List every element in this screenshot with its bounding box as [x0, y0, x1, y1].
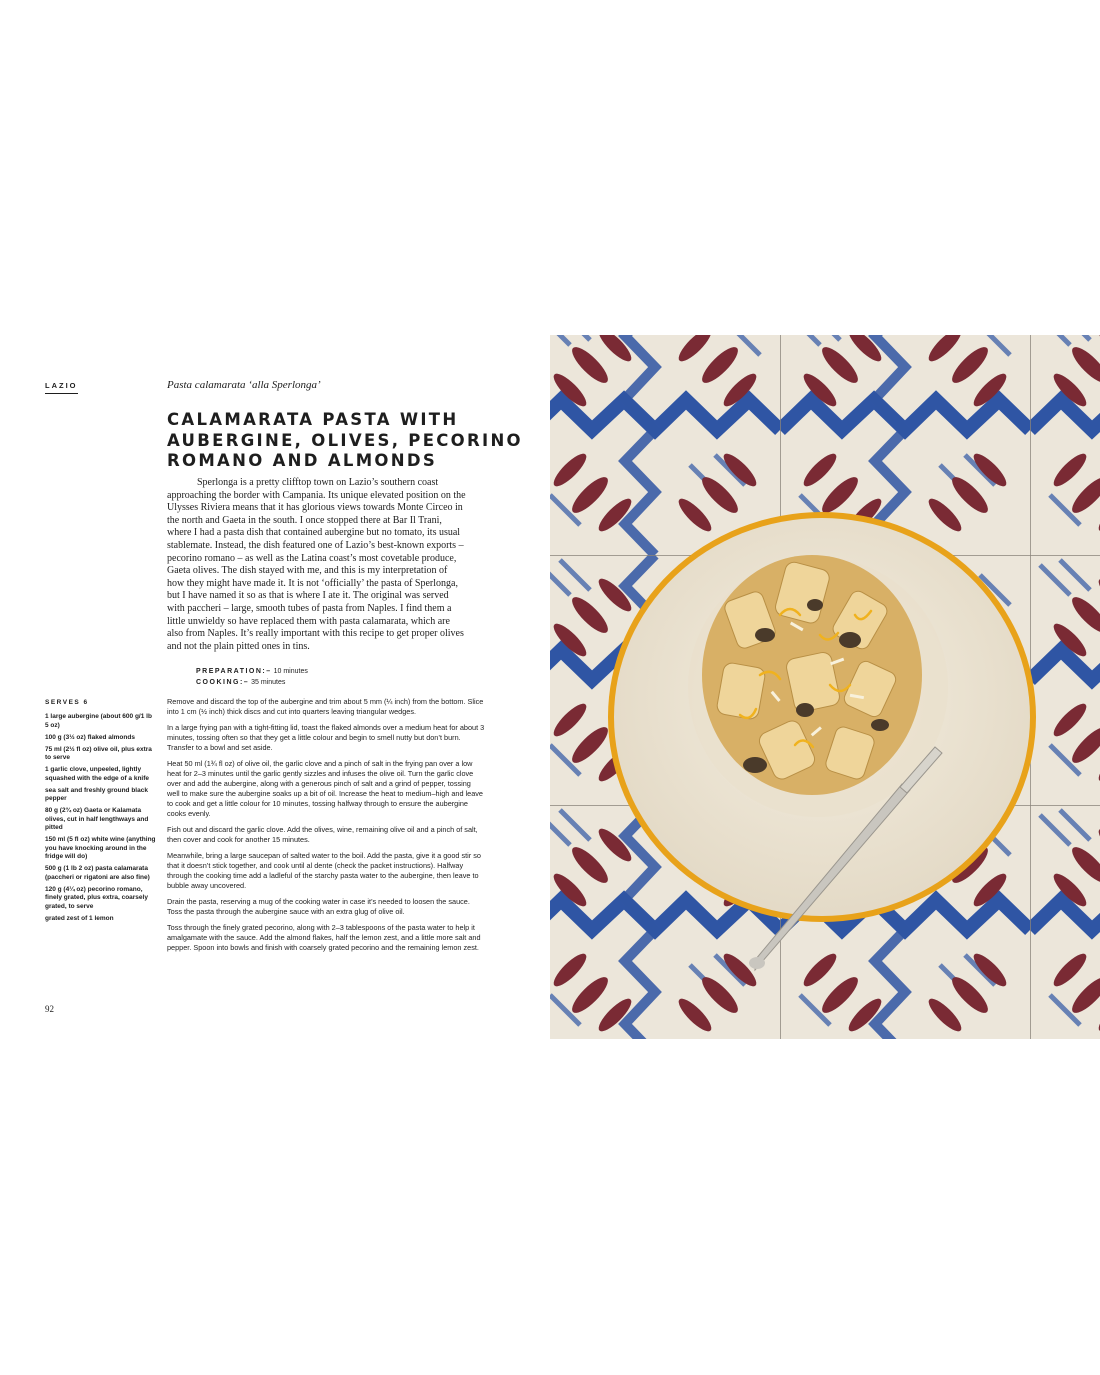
ingredient-item: grated zest of 1 lemon	[45, 914, 114, 922]
recipe-title: CALAMARATA PASTA WITH AUBERGINE, OLIVES, PECORINO ROMANO AND ALMONDS	[167, 410, 523, 470]
ingredient-item: sea salt and freshly ground black pepper	[45, 786, 148, 802]
method-step: Drain the pasta, reserving a mug of the cooking water in case it’s needed to loosen the sauce. Toss the pasta through the aubergine sauce with an extra glug of olive oil.	[167, 897, 470, 916]
ingredient-item: 80 g (2¾ oz) Gaeta or Kalamata olives, cut in half lengthways and pitted	[45, 807, 149, 831]
region-tag: LAZIO	[45, 381, 78, 394]
timing-block	[196, 666, 308, 688]
method-step: Heat 50 ml (1¾ fl oz) of olive oil, the garlic clove and a pinch of salt in the frying pan over a low heat for 2–3 minutes until the garlic gently sizzles and infuses the olive oil. Turn the garlic clove over and add the aubergine, along with a generous pinch of salt and a grind of pepper, tossing well to make sure the aubergine soaks up a bit of oil. Increase the heat to medium–high and leave to cook and get a little colour for 10 minutes, tossing halfway through to ensure the aubergine cooks evenly.	[167, 759, 483, 818]
preparation-value: 10 minutes	[273, 668, 308, 675]
method-step: In a large frying pan with a tight-fitting lid, toast the flaked almonds over a medium heat for about 3 minutes, tossing often so that they get a little colour and begin to smell nutty but don’t burn. Transfer to a bowl and set aside.	[167, 723, 485, 752]
ingredient-item: 1 large aubergine (about 600 g/1 lb 5 oz)	[45, 713, 152, 729]
ingredient-item: 100 g (3½ oz) flaked almonds	[45, 733, 135, 741]
italian-recipe-name: Pasta calamarata ‘alla Sperlonga’	[167, 379, 321, 391]
cooking-label: COOKING:–	[196, 679, 250, 686]
preparation-label: PREPARATION:–	[196, 668, 272, 675]
ingredient-item: 120 g (4¼ oz) pecorino romano, finely grated, plus extra, coarsely grated, to serve	[45, 885, 148, 910]
ingredient-item: 1 garlic clove, unpeeled, lightly squashed with the edge of a knife	[45, 766, 150, 782]
page-number: 92	[45, 1004, 54, 1014]
preparation-line	[196, 666, 308, 677]
ingredients-list	[45, 713, 157, 927]
ingredient-item: 150 ml (5 fl oz) white wine (anything you have knocking around in the fridge will do)	[45, 836, 156, 860]
cooking-line	[196, 677, 308, 688]
method-step: Meanwhile, bring a large saucepan of salted water to the boil. Add the pasta, give it a good stir so that it doesn’t stick together, and cook until al dente (check the packet instructions). Halfway through the cooking time add a ladleful of the starchy pasta water to the aubergine, then leave to bubble away uncovered.	[167, 851, 481, 890]
ingredient-item: 500 g (1 lb 2 oz) pasta calamarata (paccheri or rigatoni are also fine)	[45, 865, 150, 881]
method-steps	[167, 697, 485, 959]
ingredient-item: 75 ml (2½ fl oz) olive oil, plus extra to serve	[45, 745, 152, 761]
method-step: Remove and discard the top of the aubergine and trim about 5 mm (¼ inch) from the bottom. Slice into 1 cm (½ inch) thick discs and cut into quarters leaving triangular wedges.	[167, 697, 484, 716]
method-step: Toss through the finely grated pecorino, along with 2–3 tablespoons of the pasta water to help it amalgamate with the sauce. Add the almond flakes, half the lemon zest, and a little more salt and pepper. Spoon into bowls and finish with coarsely grated pecorino and the remaining lemon zest.	[167, 923, 481, 952]
method-step: Fish out and discard the garlic clove. Add the olives, wine, remaining olive oil and a pinch of salt, then cover and cook for another 15 minutes.	[167, 825, 478, 844]
serves-label: SERVES 6	[45, 699, 89, 706]
dish-photo-illustration	[550, 335, 1100, 1039]
intro-paragraph: Sperlonga is a pretty clifftop town on Lazio’s southern coast approaching the border with Campania. Its unique elevated position on the Ulysses Riviera means that it has glorious views towards Monte Circeo in the north and Gaeta in the south. I once stopped there at Bar Il Trani, where I had a pasta dish that contained aubergine but no tomato, its usual stablemate. Instead, the dish featured one of Lazio’s best-known exports – pecorino romano – as well as the Latina coast’s most covetable produce, Gaeta olives. The dish stayed with me, and this is my interpretation of how they might have made it. It is not ‘officially’ the pasta of Sperlonga, but I have named it so as that is where I ate it. The original was served with paccheri – large, smooth tubes of pasta from Naples. I find them a little unwieldy so have replaced them with pasta calamarata, which are also from Naples. It’s really important with this recipe to get proper olives and not the plain pitted ones in tins.	[167, 477, 466, 652]
dish-photo	[550, 335, 1100, 1039]
pasta-mound	[702, 555, 922, 795]
cooking-value: 35 minutes	[251, 679, 286, 686]
